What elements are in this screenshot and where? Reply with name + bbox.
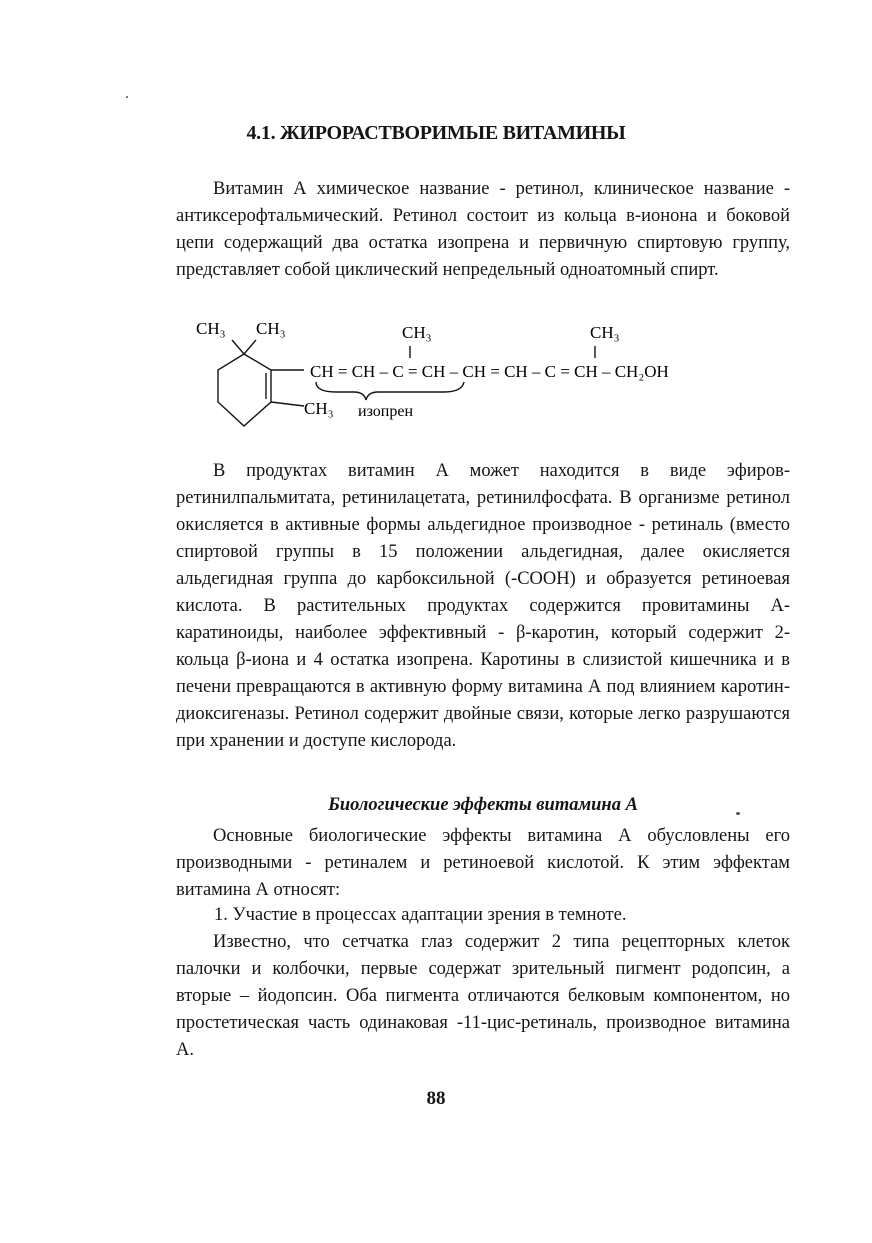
- ch3-ring-methyl: CH₃: [304, 399, 334, 418]
- ch3-top-right: CH₃: [256, 319, 286, 338]
- section-title: 4.1. ЖИРОРАСТВОРИМЫЕ ВИТАМИНЫ: [246, 122, 626, 144]
- paragraph-retinol-forms: В продуктах витамин А может находится в виде эфиров-ретинилпальмитата, ретинилацетата, ретинилфосфата. В организме ретинол окисляется в активные формы альдегидное производное - ретиналь (вместо спиртовой группы в 15 положении альдегидная, далее окисляется альдегидная группа до карбоксильной (-COOH) и образуется ретиноевая кислота. В растительных продуктах содержится провитамины А-каратиноиды, наиболее эффективный - β-каротин, который содержит 2-кольца β-иона и 4 остатка изопрена. Каротины в слизистой кишечника и в печени превращаются в активную форму витамина А под влиянием каротин-диоксигеназы. Ретинол содержит двойные связи, которые легко разрушаются при хранении и доступе кислорода.: [176, 461, 790, 751]
- isoprene-label: изопрен: [358, 403, 414, 420]
- paragraph-retinol-definition: Витамин А химическое название - ретинол, клиническое название - антиксерофтальмический. Ретинол состоит из кольца в-ионона и боковой цепи содержащий два остатка изопрена и первичную спиртовую группу, представляет собой циклический непредельный одноатомный спирт.: [176, 179, 790, 280]
- retinol-structural-formula: [176, 316, 776, 445]
- page-number: 88: [426, 1088, 446, 1109]
- ch3-methyl-1: CH₃: [402, 323, 432, 342]
- ch3-methyl-2: CH₃: [590, 323, 620, 342]
- subheading-biological-effects: Биологические эффекты витамина А: [328, 795, 638, 815]
- retinol-formula-diagram: [176, 316, 776, 440]
- scan-speck: [126, 96, 128, 98]
- scan-speck: [736, 812, 740, 815]
- side-chain: CH = CH – C = CH – CH = CH – C = CH – CH₂OH: [310, 362, 669, 381]
- list-item-adaptation: 1. Участие в процессах адаптации зрения в темноте.: [214, 905, 627, 925]
- paragraph-retina: Известно, что сетчатка глаз содержит 2 типа рецепторных клеток палочки и колбочки, первые содержат зрительный пигмент родопсин, а вторые – йодопсин. Оба пигмента отличаются белковым компонентом, но простетическая часть одинаковая -11-цис-ретиналь, производное витамина А.: [176, 932, 790, 1060]
- paragraph-effects-intro: Основные биологические эффекты витамина А обусловлены его производными - ретиналем и ретиноевой кислотой. К этим эффектам витамина А относят:: [176, 826, 790, 900]
- ch3-top-left: CH₃: [196, 319, 226, 338]
